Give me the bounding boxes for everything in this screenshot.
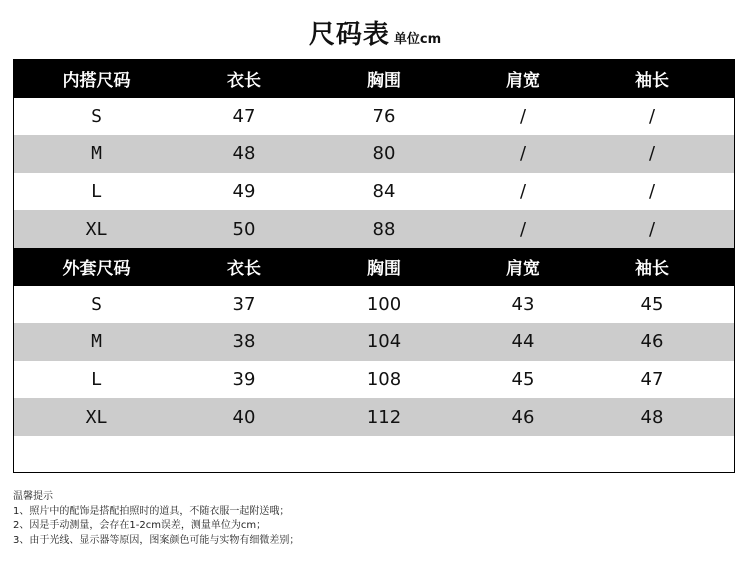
header-cell: 内搭尺码 bbox=[62, 71, 131, 92]
data-cell: 46 bbox=[511, 406, 535, 428]
data-cell: 45 bbox=[640, 293, 664, 315]
title-main: 尺码表 bbox=[308, 20, 390, 50]
header-cell: 袖长 bbox=[635, 71, 669, 92]
data-cell: / bbox=[519, 181, 527, 203]
size-cell: S bbox=[91, 293, 102, 315]
header-cell: 肩宽 bbox=[506, 259, 540, 280]
data-cell: 45 bbox=[511, 369, 535, 391]
table-row bbox=[14, 210, 734, 248]
data-cell: 50 bbox=[232, 218, 256, 240]
size-cell: M bbox=[91, 331, 102, 353]
data-cell: 37 bbox=[232, 293, 256, 315]
data-cell: 112 bbox=[366, 406, 402, 428]
header-cell: 胸围 bbox=[367, 71, 401, 92]
data-cell: / bbox=[648, 143, 656, 165]
inner-header-row bbox=[14, 60, 734, 98]
data-cell: 76 bbox=[372, 105, 396, 127]
note-line: 3、由于光线、显示器等原因，图案颜色可能与实物有细微差别； bbox=[13, 534, 300, 546]
table-row bbox=[14, 286, 734, 324]
data-cell: / bbox=[519, 105, 527, 127]
table-row bbox=[14, 323, 734, 361]
data-cell: 49 bbox=[232, 181, 256, 203]
data-cell: / bbox=[519, 143, 527, 165]
size-cell: L bbox=[91, 369, 102, 391]
data-cell: 88 bbox=[372, 218, 396, 240]
notes bbox=[13, 490, 299, 548]
header-cell: 胸围 bbox=[367, 259, 401, 280]
data-cell: 44 bbox=[511, 331, 535, 353]
notes-heading: 温馨提示 bbox=[13, 491, 53, 502]
size-cell: S bbox=[91, 105, 102, 127]
table-row bbox=[14, 398, 734, 436]
title-unit: 单位cm bbox=[393, 32, 442, 47]
data-cell: 100 bbox=[366, 293, 402, 315]
size-cell: M bbox=[91, 143, 102, 165]
page-title bbox=[0, 14, 750, 51]
data-cell: 48 bbox=[232, 143, 256, 165]
data-cell: 48 bbox=[640, 406, 664, 428]
size-cell: L bbox=[91, 181, 102, 203]
table-row bbox=[14, 361, 734, 399]
table-row bbox=[14, 98, 734, 136]
data-cell: / bbox=[648, 105, 656, 127]
header-cell: 外套尺码 bbox=[62, 259, 131, 280]
outer-header-row bbox=[14, 248, 734, 286]
data-cell: 46 bbox=[640, 331, 664, 353]
size-table bbox=[13, 59, 735, 473]
header-cell: 衣长 bbox=[227, 71, 261, 92]
header-cell: 衣长 bbox=[227, 259, 261, 280]
data-cell: 47 bbox=[640, 369, 664, 391]
data-cell: 84 bbox=[372, 181, 396, 203]
note-line: 2、因是手动测量，会存在1-2cm误差，测量单位为cm； bbox=[13, 520, 267, 531]
data-cell: / bbox=[519, 218, 527, 240]
data-cell: 104 bbox=[366, 331, 402, 353]
data-cell: 40 bbox=[232, 406, 256, 428]
table-row bbox=[14, 173, 734, 211]
data-cell: 108 bbox=[366, 369, 402, 391]
table-row bbox=[14, 135, 734, 173]
size-cell: XL bbox=[85, 218, 108, 240]
data-cell: 43 bbox=[511, 293, 535, 315]
data-cell: 38 bbox=[232, 331, 256, 353]
header-cell: 袖长 bbox=[635, 259, 669, 280]
data-cell: / bbox=[648, 218, 656, 240]
data-cell: / bbox=[648, 181, 656, 203]
data-cell: 80 bbox=[372, 143, 396, 165]
note-line: 1、照片中的配饰是搭配拍照时的道具，不随衣服一起附送哦； bbox=[13, 505, 290, 517]
data-cell: 47 bbox=[232, 105, 256, 127]
size-cell: XL bbox=[85, 406, 108, 428]
data-cell: 39 bbox=[232, 369, 256, 391]
header-cell: 肩宽 bbox=[506, 71, 540, 92]
